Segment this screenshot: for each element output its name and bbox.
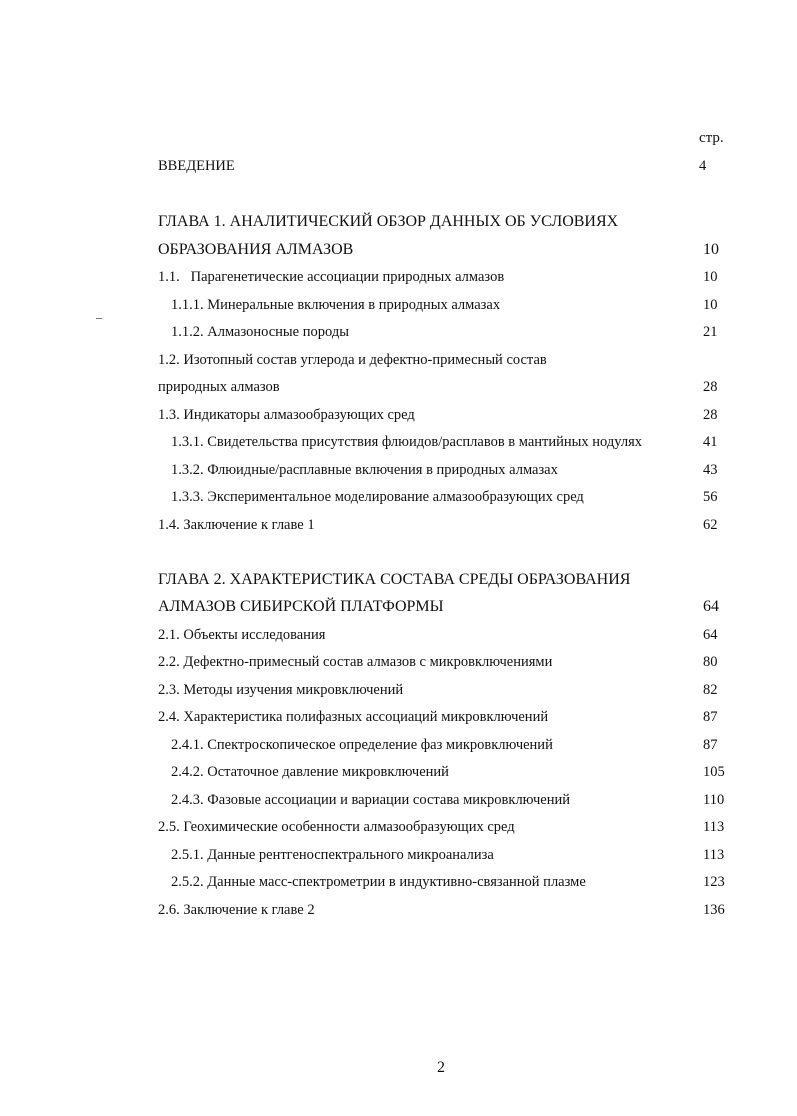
toc-entry-title: 2.2. Дефектно-примесный состав алмазов с микровключениями (158, 654, 553, 670)
toc-entry-title: 2.4. Характеристика полифазных ассоциаций микровключений (158, 709, 549, 725)
toc-entry-page: 10 (703, 297, 718, 313)
toc-entry-title: 1.3.1. Свидетельства присутствия флюидов/расплавов в мантийных нодулях (171, 434, 643, 450)
toc-entry-page: 4 (699, 158, 707, 174)
toc-entry-title: 2.4.2. Остаточное давление микровключений (171, 764, 449, 780)
toc-entry-page: 87 (703, 709, 718, 725)
toc-entry-title: ОБРАЗОВАНИЯ АЛМАЗОВ (158, 241, 354, 258)
toc-entry-page: 64 (703, 627, 718, 643)
toc-entry-title: 2.5.1. Данные рентгеноспектрального микроанализа (171, 847, 494, 863)
toc-entry-page: 10 (703, 269, 718, 285)
toc-entry-page: 56 (703, 489, 718, 505)
page-column-label: стр. (699, 130, 724, 146)
toc-chapter-1-line-2[interactable] (158, 239, 718, 261)
page-number: 2 (437, 1059, 445, 1076)
toc-entry-page: 28 (703, 407, 718, 423)
toc-entry-title: 1.1.1. Минеральные включения в природных алмазах (171, 297, 501, 313)
toc-entry-page: 64 (703, 598, 719, 615)
toc-entry-1-2-line-1[interactable] (158, 349, 718, 371)
toc-chapter-2-line-2[interactable] (158, 596, 718, 618)
toc-entry-title: 2.1. Объекты исследования (158, 627, 326, 643)
toc-entry-title: ГЛАВА 2. ХАРАКТЕРИСТИКА СОСТАВА СРЕДЫ ОБРАЗОВАНИЯ (158, 571, 631, 588)
toc-entry-page: 62 (703, 517, 718, 533)
toc-entry-page: 28 (703, 379, 718, 395)
toc-entry-2-2[interactable] (158, 651, 718, 673)
toc-entry-title: ВВЕДЕНИЕ (158, 158, 235, 174)
toc-entry-title: 2.4.3. Фазовые ассоциации и вариации состава микровключений (171, 792, 570, 808)
toc-entry-title: 1.4. Заключение к главе 1 (158, 517, 315, 533)
toc-entry-title: 1.3.3. Экспериментальное моделирование алмазообразующих сред (171, 489, 584, 505)
toc-entry-page: 41 (703, 434, 718, 450)
toc-entry-title: 1.3.2. Флюидные/расплавные включения в природных алмазах (171, 462, 558, 478)
toc-entry-title: природных алмазов (158, 379, 280, 395)
toc-entry-2-1[interactable] (158, 624, 718, 646)
toc-entry-page: 21 (703, 324, 718, 340)
toc-entry-1-3-1[interactable] (158, 431, 718, 453)
toc-entry-2-6[interactable] (158, 899, 725, 921)
toc-entry-1-4[interactable] (158, 514, 718, 536)
toc-entry-page: 113 (703, 819, 725, 835)
toc-entry-page: 80 (703, 654, 718, 670)
toc-entry-1-3-3[interactable] (158, 486, 718, 508)
toc-entry-page: 110 (703, 792, 725, 808)
margin-mark (96, 318, 102, 319)
toc-entry-2-5[interactable] (158, 816, 725, 838)
toc-entry-title: 2.5.2. Данные масс-спектрометрии в индуктивно-связанной плазме (171, 874, 586, 890)
toc-entry-title: ГЛАВА 1. АНАЛИТИЧЕСКИЙ ОБЗОР ДАННЫХ ОБ УСЛОВИЯХ (158, 213, 619, 230)
toc-entry-title: 2.3. Методы изучения микровключений (158, 682, 404, 698)
toc-entry-2-4-1[interactable] (158, 734, 718, 756)
toc-entry-title: 1.3. Индикаторы алмазообразующих сред (158, 407, 415, 423)
toc-entry-page: 105 (703, 764, 725, 780)
toc-entry-2-5-1[interactable] (158, 844, 725, 866)
toc-entry-title: 2.5. Геохимические особенности алмазообразующих сред (158, 819, 515, 835)
toc-entry-1-3[interactable] (158, 404, 718, 426)
toc-entry-page: 113 (703, 847, 725, 863)
toc-entry-page: 82 (703, 682, 718, 698)
toc-entry-page: 10 (703, 241, 719, 258)
toc-entry-2-3[interactable] (158, 679, 718, 701)
toc-entry-1-1[interactable] (158, 266, 718, 288)
toc-entry-title: 1.1. Парагенетические ассоциации природных алмазов (158, 269, 505, 285)
toc-entry-1-1-2[interactable] (158, 321, 718, 343)
toc-entry-title: 2.6. Заключение к главе 2 (158, 902, 315, 918)
toc-entry-2-4-2[interactable] (158, 761, 725, 783)
toc-entry-page: 136 (703, 902, 725, 918)
toc-entry-2-5-2[interactable] (158, 871, 725, 893)
toc-entry-1-2-line-2[interactable] (158, 376, 718, 398)
toc-entry-title: АЛМАЗОВ СИБИРСКОЙ ПЛАТФОРМЫ (158, 598, 444, 615)
toc-entry-title: 1.2. Изотопный состав углерода и дефектно-примесный состав (158, 352, 547, 368)
toc-chapter-2-line-1[interactable] (158, 569, 718, 591)
toc-entry-page: 43 (703, 462, 718, 478)
toc-entry-title: 2.4.1. Спектроскопическое определение фаз микровключений (171, 737, 553, 753)
toc-entry-page: 87 (703, 737, 718, 753)
toc-chapter-1-line-1[interactable] (158, 211, 718, 233)
toc-entry-2-4[interactable] (158, 706, 718, 728)
toc-entry-1-1-1[interactable] (158, 294, 718, 316)
toc-entry-2-4-3[interactable] (158, 789, 725, 811)
toc-entry-page: 123 (703, 874, 725, 890)
toc-entry-title: 1.1.2. Алмазоносные породы (171, 324, 349, 340)
toc-entry-1-3-2[interactable] (158, 459, 718, 481)
toc-entry-intro[interactable] (158, 155, 718, 177)
